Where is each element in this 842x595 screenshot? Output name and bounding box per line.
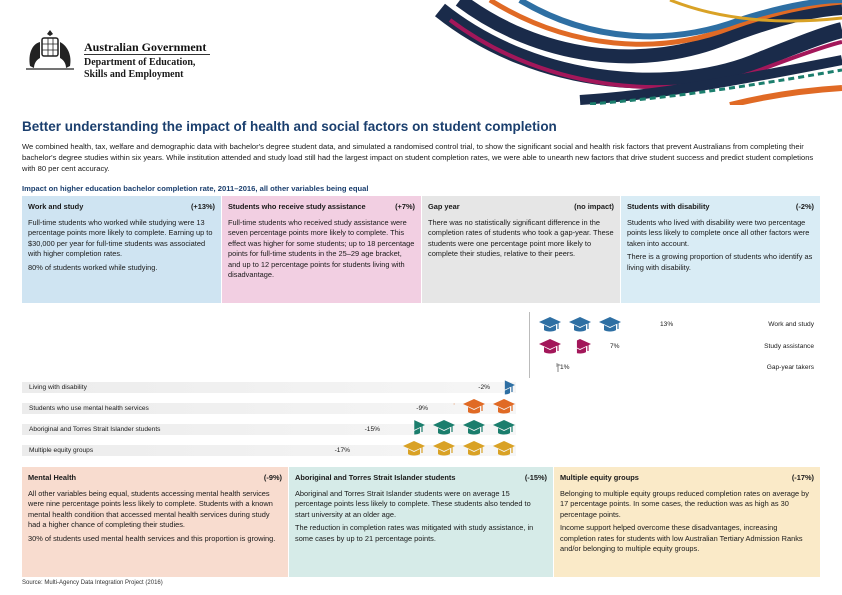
coat-of-arms-icon [22,26,78,72]
graduation-cap-icon [462,398,486,416]
card-gap-year: Gap year (no impact) There was no statistically significant difference in the completion rates of students who took a gap-year. These students were one percentage point more likely to complete their studies, relative to their peers. [422,196,620,303]
graduation-cap-icon [492,398,516,416]
graduation-cap-icon [462,440,486,458]
chart-row-disability [22,382,516,393]
chart-category-label: Living with disability [29,384,87,391]
intro-paragraph: We combined health, tax, welfare and demographic data with bachelor's degree student data, and simulated a randomised control trial, to show the significant social and health risk factors that prevent Australians from completing their bachelor's degree studies within six years. While institution attended and study load still had the largest impact on student completion rates, we were able to unearth new factors that drive student success and predict student completions with 80 per cent accuracy. [22,142,814,173]
chart-icons-aboriginal [402,419,516,437]
graduation-cap-icon [568,316,592,334]
chart-value-label: -17% [334,447,350,454]
chart-value-label: 1% [560,364,570,371]
logo-divider [84,54,210,55]
chart-value-label: 7% [610,343,620,350]
source-note: Source: Multi-Agency Data Integration Project (2016) [22,580,163,586]
chart-category-label: Aboriginal and Torres Strait Islander students [29,426,161,433]
graduation-cap-icon [402,440,426,458]
graduation-cap-icon [462,419,486,437]
graduation-cap-icon [538,359,562,377]
department-name: Department of Education, Skills and Employment [84,57,196,80]
graduation-cap-icon [538,316,562,334]
card-study-assistance: Students who receive study assistance (+7%) Full-time students who received study assistance were seven percentage points more likely to complete. This effect was higher for some students; up to 18 percentage points for full-time students in the 25–29 age bracket, and up to 12 percentage points for students living with disadvantage. [222,196,421,303]
page-title: Better understanding the impact of health and social factors on student completion [22,119,557,134]
chart-category-label: Gap-year takers [766,364,814,371]
graduation-cap-icon [492,419,516,437]
graduation-cap-icon [432,419,456,437]
chart-bar-work-and-study [538,316,652,334]
chart-value-label: -2% [478,384,490,391]
card-work-and-study: Work and study (+13%) Full-time students who worked while studying were 13 percentage points more likely to complete. Earning up to $30,000 per year for full-time students was associated with higher completion rates. 80% of students worked while studying. [22,196,221,303]
graduation-cap-icon [538,338,562,356]
card-aboriginal-torres-strait: Aboriginal and Torres Strait Islander students (-15%) Aboriginal and Torres Strait Islander students were on average 15 percentage points less likely to complete. These students also tended to start university at an older age. The reduction in completion rates was mitigated with study assistance, in some cases by up to 21 percentage points. [289,467,553,577]
graduation-cap-icon [492,379,516,397]
graduation-cap-icon [598,316,622,334]
decorative-swoosh [420,0,842,105]
chart-row-gap-year [538,362,820,373]
chart-category-label: Work and study [768,321,814,328]
card-students-with-disability: Students with disability (-2%) Students who lived with disability were two percentage points less likely to complete once all other factors were taken into account. There is a growing proportion of students who identify as living with disability. [621,196,820,303]
graduation-cap-icon [628,316,652,334]
chart-bar-study-assistance [538,338,592,356]
graduation-cap-icon [568,338,592,356]
chart-row-work-and-study [538,319,820,330]
chart-zero-axis [529,312,530,378]
chart-value-label: -9% [416,405,428,412]
graduation-cap-icon [402,419,426,437]
government-name: Australian Government [84,40,207,54]
card-mental-health: Mental Health (-9%) All other variables being equal, students accessing mental health services were nine percentage points less likely to complete. Students with a known mental health condition that accessed mental health services during study had a higher chance of completing their studies. 30% of students used mental health services and this proportion is growing. [22,467,288,577]
chart-bar-gap-year-takers [538,359,562,377]
graduation-cap-icon [432,398,456,416]
chart-category-label: Students who use mental health services [29,405,149,412]
graduation-cap-icon [432,440,456,458]
chart-category-label: Multiple equity groups [29,447,94,454]
chart-icons-multiple-equity [402,440,516,458]
chart-value-label: 13% [660,321,674,328]
chart-subheading: Impact on higher education bachelor completion rate, 2011–2016, all other variables being equal [22,184,369,193]
chart-category-label: Study assistance [764,343,814,350]
graduation-cap-icon [492,440,516,458]
chart-value-label: -15% [364,426,380,433]
chart-icons-disability [492,379,516,397]
chart-row-study-assistance [538,341,820,352]
card-multiple-equity-groups: Multiple equity groups (-17%) Belonging to multiple equity groups reduced completion rates on average by 17 percentage points. In some cases, the reduction was as high as 30 percentage points. Income support helped overcome these disadvantages, increasing completion rates for students with low Australian Tertiary Admission Ranks and/or belonging to multiple equity groups. [554,467,820,577]
chart-icons-mental-health [432,398,516,416]
